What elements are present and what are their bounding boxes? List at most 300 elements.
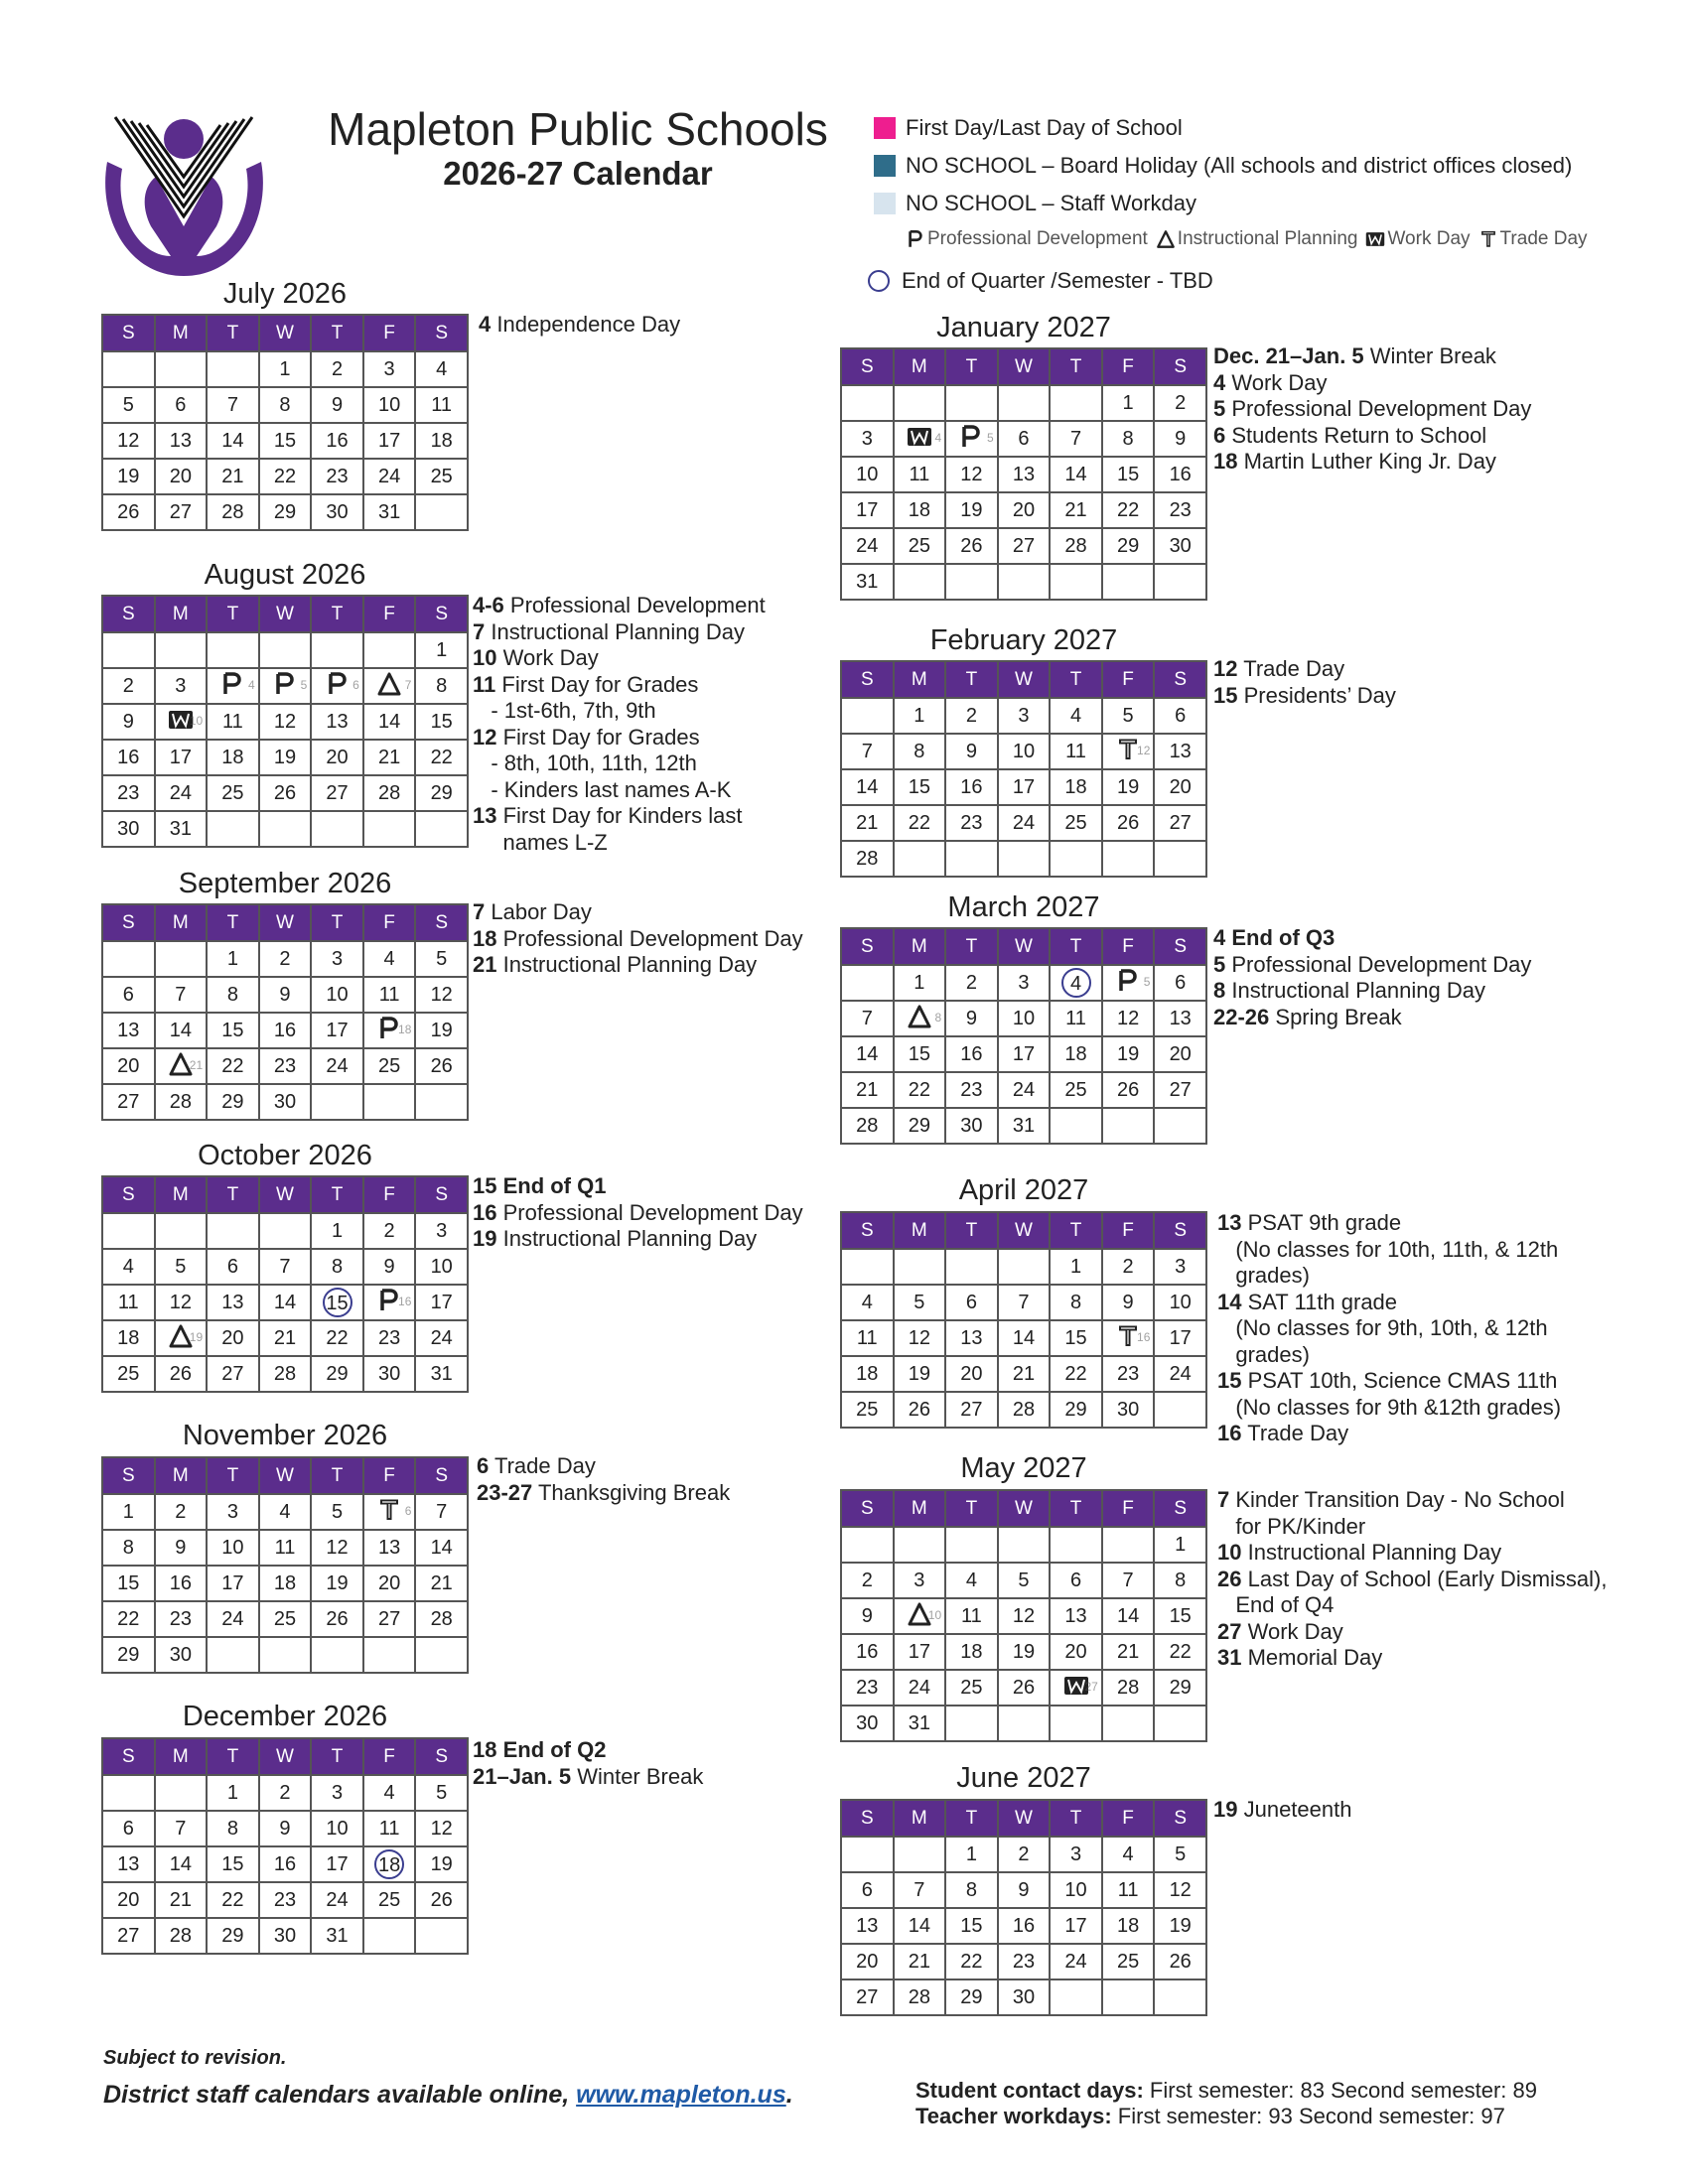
- day-cell: [945, 769, 998, 805]
- day-cell: [415, 1213, 468, 1249]
- day-number: 13: [169, 429, 192, 452]
- day-number: 19: [273, 746, 297, 768]
- day-number: 27: [117, 1090, 140, 1113]
- day-number: 18: [273, 1571, 297, 1594]
- day-header: W: [998, 1212, 1051, 1249]
- day-header: M: [155, 1176, 208, 1213]
- day-number: 30: [377, 1362, 401, 1385]
- day-number: 3: [175, 674, 187, 697]
- day-number: 1: [279, 357, 291, 380]
- day-cell: [259, 1320, 312, 1356]
- day-number: 4: [1122, 1843, 1134, 1865]
- note-line: [473, 1764, 703, 1791]
- day-cell: [207, 977, 259, 1013]
- week-row: [102, 941, 468, 977]
- day-number: 24: [1012, 1078, 1036, 1101]
- day-number: 4: [861, 1291, 873, 1313]
- note-line: [473, 1226, 803, 1253]
- week-row: [841, 1837, 1206, 1872]
- day-cell: [1154, 1908, 1206, 1944]
- day-number: 23: [960, 811, 983, 834]
- note-date: 13: [473, 803, 497, 828]
- month-title: March 2027: [947, 891, 1100, 923]
- day-number: 8: [1122, 427, 1134, 450]
- day-number: 3: [1175, 1255, 1187, 1278]
- day-number: 11: [856, 1326, 878, 1349]
- day-number: 10: [1012, 740, 1036, 762]
- day-cell: [1050, 1634, 1102, 1670]
- day-cell: [415, 977, 468, 1013]
- note-text: Martin Luther King Jr. Day: [1237, 449, 1496, 474]
- day-number: 18: [1116, 1914, 1140, 1937]
- day-cell: [207, 1356, 259, 1392]
- day-number: 19: [960, 498, 983, 521]
- day-number: 28: [221, 500, 244, 523]
- month-title: August 2026: [204, 559, 366, 591]
- day-number: 18: [398, 1023, 412, 1036]
- month-calendar: [840, 927, 1207, 1145]
- day-cell: [841, 1634, 894, 1670]
- day-cell: [841, 1392, 894, 1428]
- day-number: 17: [1012, 775, 1036, 798]
- day-number: 2: [1175, 391, 1187, 414]
- note-line: [477, 1453, 730, 1480]
- day-number: 12: [430, 983, 453, 1006]
- day-cell: [415, 387, 468, 423]
- day-number: 10: [1064, 1878, 1087, 1901]
- empty-day-cell: [311, 1637, 363, 1673]
- day-number: 29: [1064, 1398, 1087, 1421]
- day-cell: [945, 698, 998, 734]
- day-cell: [998, 1670, 1051, 1706]
- day-cell: [1154, 1944, 1206, 1979]
- day-cell: [1102, 1634, 1155, 1670]
- day-number: 21: [1116, 1640, 1140, 1663]
- day-cell: [945, 1837, 998, 1872]
- day-number: 27: [856, 1985, 879, 2008]
- day-cell: [363, 1320, 416, 1356]
- day-cell: [1154, 805, 1206, 841]
- day-cell: [311, 941, 363, 977]
- month-calendar: [840, 660, 1207, 878]
- day-cell: [102, 1918, 155, 1954]
- day-cell: [841, 1320, 894, 1356]
- note-date: 10: [473, 645, 497, 670]
- month-title: July 2026: [222, 278, 348, 310]
- note-date: 5: [1213, 951, 1226, 977]
- week-row: [841, 1249, 1206, 1285]
- day-cell: [259, 1356, 312, 1392]
- day-number: 27: [960, 1398, 983, 1421]
- day-number: 25: [856, 1398, 879, 1421]
- day-number: 27: [221, 1362, 244, 1385]
- day-header: S: [415, 904, 468, 941]
- day-number: 5: [175, 1255, 187, 1278]
- day-header: T: [945, 348, 998, 385]
- day-cell: [363, 351, 416, 387]
- day-header: S: [841, 661, 894, 698]
- day-number: 6: [352, 678, 359, 692]
- week-row: [102, 351, 468, 387]
- day-number: 15: [1064, 1326, 1087, 1349]
- day-number: 9: [965, 1007, 977, 1029]
- day-cell: [945, 734, 998, 769]
- note-text: Trade Day: [1237, 656, 1345, 681]
- day-cell: [363, 1846, 416, 1882]
- day-number: 19: [117, 465, 140, 487]
- day-cell: [1102, 1036, 1155, 1072]
- day-number: 3: [1018, 704, 1030, 727]
- day-number: 5: [914, 1291, 925, 1313]
- day-number: 13: [960, 1326, 983, 1349]
- day-number: 21: [377, 746, 401, 768]
- day-cell: [102, 1320, 155, 1356]
- day-header: F: [1102, 1212, 1155, 1249]
- day-number: 31: [326, 1924, 349, 1947]
- day-number: 28: [1012, 1398, 1036, 1421]
- day-cell: [415, 740, 468, 775]
- note-line: [1217, 1514, 1607, 1541]
- day-cell: [311, 775, 363, 811]
- day-cell: [102, 1882, 155, 1918]
- day-cell: [1102, 1872, 1155, 1908]
- empty-day-cell: [894, 841, 946, 877]
- day-header: W: [998, 1800, 1051, 1837]
- day-number: 3: [861, 427, 873, 450]
- day-header: S: [102, 315, 155, 351]
- day-number: 30: [856, 1711, 879, 1734]
- day-number: 16: [326, 429, 349, 452]
- month-notes: [473, 1173, 803, 1253]
- day-number: 17: [1169, 1326, 1192, 1349]
- day-number: 29: [430, 781, 453, 804]
- day-cell: [207, 1249, 259, 1285]
- trade-day-icon: [375, 1496, 403, 1524]
- day-cell: [1102, 1392, 1155, 1428]
- note-text: Work Day: [1241, 1618, 1343, 1644]
- day-header: T: [1050, 348, 1102, 385]
- day-cell: [945, 1392, 998, 1428]
- empty-day-cell: [998, 1706, 1051, 1741]
- day-cell: [311, 1918, 363, 1954]
- empty-day-cell: [998, 841, 1051, 877]
- day-cell: [841, 1979, 894, 2015]
- week-row: [102, 1048, 468, 1084]
- day-cell: [1102, 1356, 1155, 1392]
- week-row: [102, 1213, 468, 1249]
- day-header: M: [155, 1457, 208, 1494]
- day-number: 6: [404, 1504, 412, 1518]
- day-number: 28: [856, 1114, 879, 1137]
- week-row: [102, 1882, 468, 1918]
- day-number: 16: [1137, 1330, 1151, 1344]
- month-calendar: [101, 1175, 469, 1393]
- day-cell: [102, 1846, 155, 1882]
- day-cell: [155, 1882, 208, 1918]
- day-cell: [841, 1563, 894, 1598]
- day-header: S: [1154, 348, 1206, 385]
- note-text: Instructional Planning Day: [496, 952, 758, 977]
- note-date: 11: [473, 671, 496, 697]
- legend-label: End of Quarter /Semester - TBD: [902, 268, 1213, 293]
- day-number: 16: [1012, 1914, 1036, 1937]
- day-number: 19: [1012, 1640, 1036, 1663]
- day-cell: [207, 1285, 259, 1320]
- note-text: (No classes for 10th, 11th, & 12th: [1217, 1236, 1559, 1262]
- week-row: [841, 1944, 1206, 1979]
- day-cell: [894, 528, 946, 564]
- day-number: 28: [377, 781, 401, 804]
- day-cell: [363, 1566, 416, 1601]
- day-number: 13: [1012, 463, 1036, 485]
- day-number: 26: [117, 500, 140, 523]
- week-row: [841, 1108, 1206, 1144]
- note-line: [1217, 1342, 1561, 1369]
- day-header: M: [894, 1490, 946, 1527]
- note-text: First Day for Grades: [496, 724, 700, 750]
- day-number: 4: [122, 1255, 134, 1278]
- month-calendar: [101, 1456, 469, 1674]
- day-number: 17: [1064, 1914, 1087, 1937]
- day-header: W: [259, 1738, 312, 1775]
- empty-day-cell: [841, 698, 894, 734]
- day-number: 13: [1169, 1007, 1192, 1029]
- day-number: 23: [169, 1607, 192, 1630]
- day-number: 7: [279, 1255, 291, 1278]
- note-date: 4: [1213, 369, 1226, 395]
- day-cell: [945, 1944, 998, 1979]
- day-number: 9: [1018, 1878, 1030, 1901]
- empty-day-cell: [155, 351, 208, 387]
- day-cell: [894, 1634, 946, 1670]
- week-row: [102, 1846, 468, 1882]
- day-number: 15: [273, 429, 297, 452]
- note-date: 5: [1213, 396, 1226, 421]
- day-number: 29: [1116, 534, 1140, 557]
- day-cell: [998, 1285, 1051, 1320]
- day-cell: [894, 698, 946, 734]
- day-header: S: [1154, 1490, 1206, 1527]
- note-line: [1217, 1368, 1561, 1395]
- day-cell: [311, 1285, 363, 1320]
- day-number: 14: [1012, 1326, 1036, 1349]
- day-number: 23: [117, 781, 140, 804]
- day-cell: [841, 492, 894, 528]
- day-number: 20: [1064, 1640, 1087, 1663]
- day-number: 13: [377, 1536, 401, 1559]
- day-number: 6: [175, 393, 187, 416]
- note-date: Dec. 21–Jan. 5: [1213, 343, 1364, 368]
- day-cell: [998, 805, 1051, 841]
- empty-day-cell: [1154, 1392, 1206, 1428]
- day-number: 5: [300, 678, 308, 692]
- day-cell: [894, 1392, 946, 1428]
- day-cell: [259, 941, 312, 977]
- week-row: [841, 769, 1206, 805]
- note-line: [1213, 683, 1396, 710]
- end-of-quarter-day: 18: [374, 1849, 404, 1879]
- month-notes: [1213, 1797, 1351, 1824]
- day-number: 13: [1064, 1604, 1087, 1627]
- week-row: [102, 632, 468, 668]
- day-cell: [102, 423, 155, 459]
- day-cell: [259, 1530, 312, 1566]
- day-cell: [155, 1601, 208, 1637]
- day-cell: [841, 1872, 894, 1908]
- note-text: (No classes for 9th &12th grades): [1217, 1394, 1562, 1420]
- empty-day-cell: [945, 1249, 998, 1285]
- week-row: [102, 977, 468, 1013]
- day-cell: [894, 1979, 946, 2015]
- day-header: M: [155, 315, 208, 351]
- day-number: 10: [1012, 1007, 1036, 1029]
- day-number: 15: [1116, 463, 1140, 485]
- day-cell: [155, 977, 208, 1013]
- day-cell: [894, 492, 946, 528]
- note-text: names L-Z: [473, 829, 608, 855]
- note-date: 26: [1217, 1566, 1242, 1591]
- day-number: 31: [430, 1362, 453, 1385]
- day-number: 22: [430, 746, 453, 768]
- legend-icon-item: [1478, 228, 1588, 250]
- day-cell: [102, 977, 155, 1013]
- day-cell: [1102, 805, 1155, 841]
- day-cell: [363, 1249, 416, 1285]
- day-cell: [894, 1320, 946, 1356]
- day-number: 31: [908, 1711, 930, 1734]
- empty-day-cell: [1050, 1527, 1102, 1563]
- day-cell: [945, 421, 998, 457]
- day-cell: [207, 1601, 259, 1637]
- empty-day-cell: [363, 1637, 416, 1673]
- note-line: [1217, 1540, 1607, 1567]
- day-number: 6: [226, 1255, 238, 1278]
- day-cell: [155, 775, 208, 811]
- day-number: 8: [1069, 1291, 1082, 1313]
- day-cell: [1154, 1837, 1206, 1872]
- day-cell: [841, 1001, 894, 1036]
- day-cell: [259, 423, 312, 459]
- day-cell: [259, 977, 312, 1013]
- day-number: 19: [189, 1330, 204, 1344]
- day-cell: [311, 459, 363, 494]
- note-text: First Day for Grades: [495, 671, 699, 697]
- trade-day-icon: [1478, 229, 1498, 249]
- day-header-row: [102, 315, 468, 351]
- day-cell: [259, 1249, 312, 1285]
- note-line: [473, 926, 803, 953]
- note-text: Thanksgiving Break: [532, 1479, 731, 1505]
- day-number: 25: [908, 534, 930, 557]
- day-number: 20: [221, 1326, 244, 1349]
- legend-label: NO SCHOOL – Staff Workday: [906, 191, 1197, 215]
- note-date: 13: [1217, 1210, 1242, 1235]
- week-row: [102, 1356, 468, 1392]
- day-cell: [894, 421, 946, 457]
- day-header: T: [311, 315, 363, 351]
- day-cell: [841, 1108, 894, 1144]
- day-cell: [155, 1846, 208, 1882]
- day-cell: [1154, 1872, 1206, 1908]
- day-header: F: [1102, 661, 1155, 698]
- day-number: 15: [117, 1571, 140, 1594]
- day-cell: [363, 704, 416, 740]
- day-cell: [894, 1944, 946, 1979]
- day-number: 22: [1064, 1362, 1087, 1385]
- legend-first-last: [874, 115, 1183, 141]
- staff-swatch: [874, 193, 896, 214]
- day-cell: [1050, 769, 1102, 805]
- day-cell: [207, 668, 259, 704]
- day-number: 12: [960, 463, 983, 485]
- day-number: 2: [383, 1219, 395, 1242]
- day-number: 6: [861, 1878, 873, 1901]
- note-date: 8: [1213, 978, 1226, 1003]
- day-number: 14: [169, 1019, 192, 1041]
- month-title: May 2027: [960, 1452, 1087, 1484]
- day-cell: [1102, 1072, 1155, 1108]
- note-text: Instructional Planning Day: [485, 618, 745, 644]
- empty-day-cell: [155, 1775, 208, 1811]
- day-cell: [1154, 1598, 1206, 1634]
- week-row: [841, 1527, 1206, 1563]
- day-cell: [415, 423, 468, 459]
- note-line: [1217, 1645, 1607, 1672]
- empty-day-cell: [894, 1527, 946, 1563]
- day-cell: [207, 941, 259, 977]
- day-cell: [945, 1979, 998, 2015]
- day-number: 22: [908, 811, 930, 834]
- note-date: 7: [473, 899, 486, 924]
- day-cell: [841, 1598, 894, 1634]
- day-number: 7: [861, 740, 873, 762]
- day-cell: [415, 1775, 468, 1811]
- week-row: [102, 1084, 468, 1120]
- day-cell: [311, 387, 363, 423]
- day-number: 1: [122, 1500, 134, 1523]
- day-cell: [102, 668, 155, 704]
- day-number: 27: [1169, 1078, 1192, 1101]
- day-cell: [311, 977, 363, 1013]
- day-number: 1: [914, 704, 925, 727]
- day-header: S: [102, 1176, 155, 1213]
- day-cell: [1154, 528, 1206, 564]
- day-cell: [945, 1036, 998, 1072]
- day-number: 2: [1018, 1843, 1030, 1865]
- note-line: [1217, 1421, 1561, 1447]
- empty-day-cell: [1050, 841, 1102, 877]
- note-text: Work Day: [496, 645, 599, 670]
- note-date: 4-6: [473, 593, 504, 617]
- month-title: January 2027: [936, 312, 1111, 343]
- day-number: 5: [122, 393, 134, 416]
- day-cell: [841, 528, 894, 564]
- day-cell: [207, 1048, 259, 1084]
- district-website-link[interactable]: www.mapleton.us: [576, 2081, 786, 2109]
- day-cell: [841, 1036, 894, 1072]
- day-cell: [155, 1285, 208, 1320]
- day-cell: [998, 1944, 1051, 1979]
- page-title: Mapleton Public Schools: [328, 103, 828, 155]
- empty-day-cell: [945, 385, 998, 421]
- day-number: 16: [169, 1571, 192, 1594]
- day-cell: [894, 1356, 946, 1392]
- day-header-row: [841, 348, 1206, 385]
- day-number: 26: [1169, 1950, 1192, 1973]
- day-cell: [155, 740, 208, 775]
- note-line: [473, 593, 766, 619]
- note-line: [1213, 449, 1531, 476]
